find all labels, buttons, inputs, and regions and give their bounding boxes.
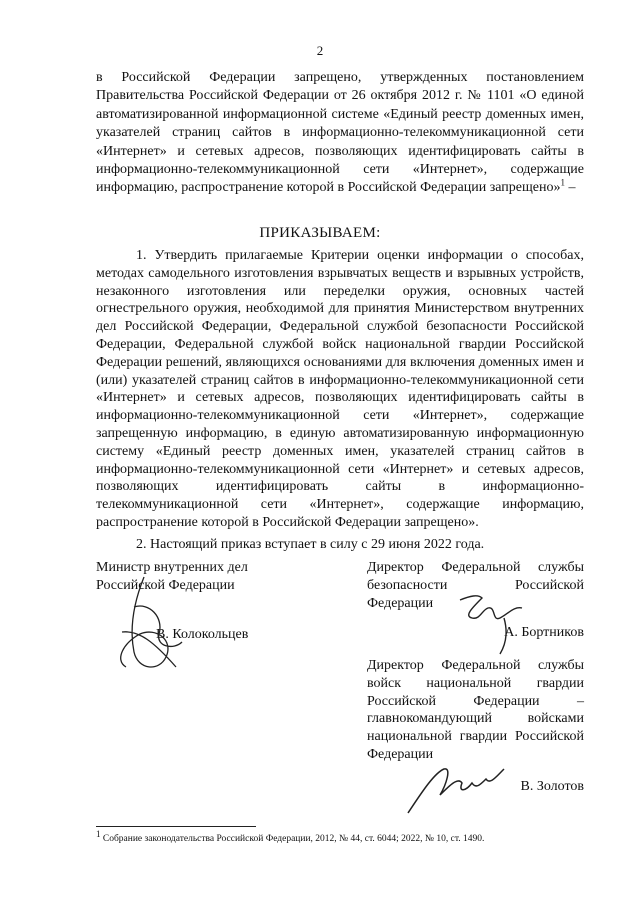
handwritten-signature-zolotov (400, 755, 510, 820)
order-item-1: 1. Утвердить прилагаемые Критерии оценки информации о способах, методах самодельного изготовления взрывчатых веществ и взрывных устройств, незаконного изготовления или переделки оружия, основных частей огнестрельного оружия, необходимой для принятия Министерством внутренних дел Российской Федерации, Федеральной службой безопасности Российской Федерации, Федеральной службой войск национальной гвардии Российской Федерации решений, являющихся основаниями для включения доменных имен и (или) указателей страниц сайтов в информационно-телекоммуникационной сети «Интернет» и сетевых адресов, позволяющих идентифицировать сайты в информационно-телекоммуникационной сети «Интернет», содержащие запрещенную информацию, в единую автоматизированную информационную систему «Единый реестр доменных имен, указателей страниц сайтов в информационно-телекоммуникационной сети «Интернет» и сетевых адресов, позволяющих идентифицировать сайты в информационно-телекоммуникационной сети «Интернет», содержащие информацию, распространение которой в Российской Федерации запрещено». (96, 248, 584, 530)
minister-position-line-1: Министр внутренних дел (96, 560, 248, 575)
rosgvardia-director-name: В. Золотов (520, 778, 584, 794)
fsb-director-position: Директор Федеральной службы безопасности Российской Федерации (367, 560, 584, 611)
footnote-mark: 1 (96, 829, 101, 839)
footnote-divider (96, 826, 256, 827)
handwritten-signature-bortnikov (452, 588, 532, 658)
minister-name: В. Колокольцев (156, 627, 249, 642)
footnote-text: Собрание законодательства Российской Федерации, 2012, № 44, ст. 6044; 2022, № 10, ст. 1490. (100, 834, 485, 845)
intro-text: в Российской Федерации запрещено, утвержденных постановлением Правительства Российской Федерации от 26 октября 2012 г. № 1101 «О единой автоматизированной информационной системе «Единый реестр доменных имен, указателей страниц сайтов в информационно-телекоммуникационной сети «Интернет» и сетевых адресов, позволяющих идентифицировать сайты в информационно-телекоммуникационной сети «Интернет», содержащие информацию, распространение которой в Российской Федерации запрещено» (96, 70, 584, 196)
handwritten-signature-kolokoltsev (104, 572, 194, 682)
footnote-reference: 1 (560, 177, 565, 188)
order-heading: ПРИКАЗЫВАЕМ: (259, 225, 381, 241)
rosgvardia-director-position: Директор Федеральной службы войск национальной гвардии Российской Федерации – главнокомандующий войсками национальной гвардии Российской Федерации (367, 658, 584, 762)
page-number: 2 (316, 43, 324, 58)
fsb-director-name: А. Бортников (504, 625, 584, 641)
order-item-2: 2. Настоящий приказ вступает в силу с 29 июня 2022 года. (136, 536, 485, 552)
footnote (96, 829, 596, 845)
order-items (96, 247, 584, 554)
intro-tail: – (564, 180, 576, 196)
intro-paragraph (96, 69, 584, 198)
minister-position-line-2: Российской Федерации (96, 577, 235, 593)
